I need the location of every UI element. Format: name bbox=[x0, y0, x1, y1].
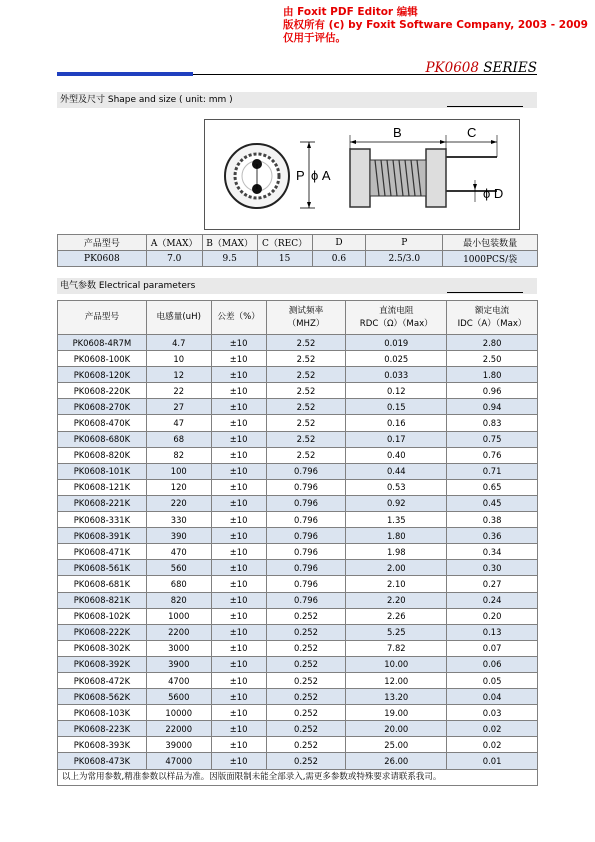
label-p: P bbox=[296, 168, 305, 183]
watermark-line-2: 版权所有 (c) by Foxit Software Company, 2003 - 2009 bbox=[283, 19, 588, 31]
cell-inductance: 220 bbox=[146, 495, 211, 511]
cell-idc: 0.03 bbox=[447, 705, 538, 721]
cell-idc: 0.13 bbox=[447, 624, 538, 640]
cell-idc: 0.76 bbox=[447, 447, 538, 463]
table-row bbox=[58, 431, 538, 447]
cell-idc: 0.20 bbox=[447, 608, 538, 624]
cell-inductance: 3000 bbox=[146, 640, 211, 656]
cell-inductance: 120 bbox=[146, 479, 211, 495]
cell-rdc: 1.80 bbox=[346, 528, 447, 544]
cell-tolerance: ±10 bbox=[211, 544, 266, 560]
table-row bbox=[58, 367, 538, 383]
cell-test-frequency: 2.52 bbox=[266, 431, 346, 447]
elec-header-tolerance: 公差（%） bbox=[211, 301, 266, 335]
cell-test-frequency: 2.52 bbox=[266, 399, 346, 415]
cell-test-frequency: 0.796 bbox=[266, 544, 346, 560]
cell-rdc: 0.92 bbox=[346, 495, 447, 511]
cell-idc: 2.80 bbox=[447, 335, 538, 351]
cell-rdc: 0.15 bbox=[346, 399, 447, 415]
table-row bbox=[58, 624, 538, 640]
table-row bbox=[58, 335, 538, 351]
label-b: B bbox=[393, 125, 402, 140]
elec-header-freq-line2: （MHZ） bbox=[287, 318, 325, 329]
cell-idc: 0.02 bbox=[447, 737, 538, 753]
cell-part-number: PK0608-561K bbox=[58, 560, 147, 576]
cell-part-number: PK0608-120K bbox=[58, 367, 147, 383]
cell-test-frequency: 0.796 bbox=[266, 576, 346, 592]
cell-rdc: 1.35 bbox=[346, 512, 447, 528]
series-title bbox=[425, 60, 537, 76]
cell-inductance: 1000 bbox=[146, 608, 211, 624]
cell-idc: 0.38 bbox=[447, 512, 538, 528]
table-row bbox=[58, 705, 538, 721]
dims-value-d: 0.6 bbox=[312, 251, 366, 267]
dims-header-a: A（MAX） bbox=[146, 235, 202, 251]
cell-test-frequency: 2.52 bbox=[266, 383, 346, 399]
cell-inductance: 560 bbox=[146, 560, 211, 576]
electrical-section-title: 电气参数 Electrical parameters bbox=[60, 281, 196, 291]
cell-test-frequency: 0.252 bbox=[266, 672, 346, 688]
cell-test-frequency: 2.52 bbox=[266, 415, 346, 431]
cell-idc: 0.71 bbox=[447, 463, 538, 479]
cell-rdc: 7.82 bbox=[346, 640, 447, 656]
cell-test-frequency: 0.252 bbox=[266, 689, 346, 705]
electrical-parameters-table bbox=[57, 300, 538, 786]
cell-tolerance: ±10 bbox=[211, 351, 266, 367]
cell-tolerance: ±10 bbox=[211, 447, 266, 463]
cell-idc: 0.75 bbox=[447, 431, 538, 447]
cell-tolerance: ±10 bbox=[211, 560, 266, 576]
cell-part-number: PK0608-393K bbox=[58, 737, 147, 753]
dims-header-b: B（MAX） bbox=[202, 235, 257, 251]
foxit-watermark bbox=[283, 6, 588, 45]
inductor-drawing-svg bbox=[205, 120, 519, 229]
table-row bbox=[58, 415, 538, 431]
cell-part-number: PK0608-821K bbox=[58, 592, 147, 608]
cell-inductance: 68 bbox=[146, 431, 211, 447]
dimensions-header-row bbox=[58, 235, 538, 251]
cell-inductance: 330 bbox=[146, 512, 211, 528]
cell-part-number: PK0608-473K bbox=[58, 753, 147, 769]
cell-part-number: PK0608-820K bbox=[58, 447, 147, 463]
cell-rdc: 0.53 bbox=[346, 479, 447, 495]
cell-rdc: 10.00 bbox=[346, 656, 447, 672]
cell-inductance: 82 bbox=[146, 447, 211, 463]
cell-idc: 0.02 bbox=[447, 721, 538, 737]
cell-tolerance: ±10 bbox=[211, 624, 266, 640]
elec-header-freq-line1: 测试频率 bbox=[288, 305, 324, 316]
cell-idc: 0.34 bbox=[447, 544, 538, 560]
elec-header-idc-line2: IDC（A）（Max） bbox=[457, 318, 527, 329]
cell-tolerance: ±10 bbox=[211, 721, 266, 737]
cell-part-number: PK0608-391K bbox=[58, 528, 147, 544]
cell-inductance: 10000 bbox=[146, 705, 211, 721]
cell-rdc: 12.00 bbox=[346, 672, 447, 688]
table-row bbox=[58, 672, 538, 688]
cell-inductance: 470 bbox=[146, 544, 211, 560]
cell-idc: 0.27 bbox=[447, 576, 538, 592]
cell-idc: 0.05 bbox=[447, 672, 538, 688]
dimensions-value-row bbox=[58, 251, 538, 267]
cell-test-frequency: 0.252 bbox=[266, 624, 346, 640]
cell-tolerance: ±10 bbox=[211, 431, 266, 447]
cell-inductance: 4700 bbox=[146, 672, 211, 688]
cell-part-number: PK0608-103K bbox=[58, 705, 147, 721]
cell-test-frequency: 0.796 bbox=[266, 528, 346, 544]
cell-test-frequency: 0.796 bbox=[266, 512, 346, 528]
cell-inductance: 27 bbox=[146, 399, 211, 415]
table-row bbox=[58, 383, 538, 399]
cell-inductance: 5600 bbox=[146, 689, 211, 705]
cell-idc: 0.96 bbox=[447, 383, 538, 399]
cell-part-number: PK0608-470K bbox=[58, 415, 147, 431]
table-row bbox=[58, 479, 538, 495]
cell-part-number: PK0608-102K bbox=[58, 608, 147, 624]
cell-part-number: PK0608-681K bbox=[58, 576, 147, 592]
cell-tolerance: ±10 bbox=[211, 656, 266, 672]
cell-inductance: 12 bbox=[146, 367, 211, 383]
table-row bbox=[58, 351, 538, 367]
label-phi-a: ϕ A bbox=[311, 168, 331, 183]
cell-test-frequency: 0.252 bbox=[266, 737, 346, 753]
cell-tolerance: ±10 bbox=[211, 512, 266, 528]
table-row bbox=[58, 560, 538, 576]
cell-idc: 0.36 bbox=[447, 528, 538, 544]
cell-test-frequency: 0.796 bbox=[266, 495, 346, 511]
cell-test-frequency: 0.796 bbox=[266, 592, 346, 608]
cell-inductance: 100 bbox=[146, 463, 211, 479]
dims-value-a: 7.0 bbox=[146, 251, 202, 267]
watermark-line-3: 仅用于评估。 bbox=[283, 32, 346, 44]
cell-rdc: 13.20 bbox=[346, 689, 447, 705]
cell-part-number: PK0608-270K bbox=[58, 399, 147, 415]
cell-part-number: PK0608-680K bbox=[58, 431, 147, 447]
cell-inductance: 10 bbox=[146, 351, 211, 367]
table-row bbox=[58, 640, 538, 656]
cell-idc: 0.07 bbox=[447, 640, 538, 656]
cell-part-number: PK0608-100K bbox=[58, 351, 147, 367]
table-row bbox=[58, 512, 538, 528]
cell-inductance: 47 bbox=[146, 415, 211, 431]
cell-part-number: PK0608-302K bbox=[58, 640, 147, 656]
shape-section-title: 外型及尺寸 Shape and size ( unit: mm ) bbox=[60, 95, 233, 105]
label-phi-d: ϕ D bbox=[483, 186, 504, 201]
cell-tolerance: ±10 bbox=[211, 335, 266, 351]
cell-idc: 2.50 bbox=[447, 351, 538, 367]
elec-header-rdc-line1: 直流电阻 bbox=[379, 305, 414, 316]
cell-test-frequency: 2.52 bbox=[266, 335, 346, 351]
elec-header-idc-line1: 额定电流 bbox=[474, 305, 510, 316]
cell-part-number: PK0608-471K bbox=[58, 544, 147, 560]
table-row bbox=[58, 721, 538, 737]
cell-part-number: PK0608-472K bbox=[58, 672, 147, 688]
cell-rdc: 20.00 bbox=[346, 721, 447, 737]
cell-tolerance: ±10 bbox=[211, 463, 266, 479]
cell-inductance: 3900 bbox=[146, 656, 211, 672]
cell-inductance: 22 bbox=[146, 383, 211, 399]
elec-header-inductance: 电感量(uH) bbox=[146, 301, 211, 335]
cell-tolerance: ±10 bbox=[211, 415, 266, 431]
cell-rdc: 0.44 bbox=[346, 463, 447, 479]
cell-test-frequency: 0.252 bbox=[266, 705, 346, 721]
cell-tolerance: ±10 bbox=[211, 753, 266, 769]
cell-tolerance: ±10 bbox=[211, 495, 266, 511]
watermark-line-1: 由 Foxit PDF Editor 编辑 bbox=[283, 6, 418, 18]
cell-idc: 0.30 bbox=[447, 560, 538, 576]
cell-rdc: 0.019 bbox=[346, 335, 447, 351]
cell-tolerance: ±10 bbox=[211, 367, 266, 383]
cell-inductance: 2200 bbox=[146, 624, 211, 640]
header-accent-bar bbox=[57, 72, 193, 76]
cell-part-number: PK0608-562K bbox=[58, 689, 147, 705]
dims-value-p: 2.5/3.0 bbox=[366, 251, 443, 267]
cell-part-number: PK0608-4R7M bbox=[58, 335, 147, 351]
electrical-section-underline bbox=[447, 292, 523, 293]
cell-rdc: 0.025 bbox=[346, 351, 447, 367]
cell-inductance: 4.7 bbox=[146, 335, 211, 351]
cell-part-number: PK0608-221K bbox=[58, 495, 147, 511]
series-code: PK0608 bbox=[425, 60, 479, 76]
inductor-drawing bbox=[204, 119, 520, 230]
dims-value-c: 15 bbox=[257, 251, 312, 267]
cell-test-frequency: 0.252 bbox=[266, 656, 346, 672]
table-row bbox=[58, 463, 538, 479]
cell-part-number: PK0608-392K bbox=[58, 656, 147, 672]
cell-tolerance: ±10 bbox=[211, 608, 266, 624]
cell-test-frequency: 2.52 bbox=[266, 351, 346, 367]
cell-part-number: PK0608-101K bbox=[58, 463, 147, 479]
cell-part-number: PK0608-220K bbox=[58, 383, 147, 399]
table-row bbox=[58, 689, 538, 705]
side-view bbox=[350, 135, 497, 207]
elec-header-rdc-line2: RDC（Ω）（Max） bbox=[359, 318, 433, 329]
cell-rdc: 26.00 bbox=[346, 753, 447, 769]
cell-idc: 0.65 bbox=[447, 479, 538, 495]
cell-test-frequency: 0.252 bbox=[266, 721, 346, 737]
cell-rdc: 5.25 bbox=[346, 624, 447, 640]
table-row bbox=[58, 753, 538, 769]
electrical-header-row bbox=[58, 301, 538, 335]
cell-tolerance: ±10 bbox=[211, 737, 266, 753]
label-c: C bbox=[467, 125, 477, 140]
cell-tolerance: ±10 bbox=[211, 383, 266, 399]
cell-idc: 0.06 bbox=[447, 656, 538, 672]
cell-part-number: PK0608-121K bbox=[58, 479, 147, 495]
cell-inductance: 680 bbox=[146, 576, 211, 592]
cell-rdc: 2.20 bbox=[346, 592, 447, 608]
cell-rdc: 1.98 bbox=[346, 544, 447, 560]
table-row bbox=[58, 656, 538, 672]
series-word: SERIES bbox=[483, 60, 537, 76]
cell-inductance: 390 bbox=[146, 528, 211, 544]
dims-value-part: PK0608 bbox=[58, 251, 147, 267]
cell-tolerance: ±10 bbox=[211, 672, 266, 688]
table-row bbox=[58, 399, 538, 415]
cell-rdc: 25.00 bbox=[346, 737, 447, 753]
cell-rdc: 0.033 bbox=[346, 367, 447, 383]
cell-test-frequency: 0.252 bbox=[266, 753, 346, 769]
cell-rdc: 2.10 bbox=[346, 576, 447, 592]
cell-idc: 0.01 bbox=[447, 753, 538, 769]
cell-part-number: PK0608-223K bbox=[58, 721, 147, 737]
elec-header-rdc bbox=[346, 301, 447, 335]
cell-tolerance: ±10 bbox=[211, 399, 266, 415]
cell-tolerance: ±10 bbox=[211, 640, 266, 656]
cell-test-frequency: 0.796 bbox=[266, 479, 346, 495]
cell-inductance: 22000 bbox=[146, 721, 211, 737]
dims-header-c: C（REC） bbox=[257, 235, 312, 251]
table-row bbox=[58, 608, 538, 624]
cell-rdc: 2.00 bbox=[346, 560, 447, 576]
cell-test-frequency: 2.52 bbox=[266, 367, 346, 383]
dims-value-min-pack: 1000PCS/袋 bbox=[443, 251, 538, 267]
shape-section-underline bbox=[447, 106, 523, 107]
cell-idc: 0.94 bbox=[447, 399, 538, 415]
cell-part-number: PK0608-331K bbox=[58, 512, 147, 528]
cell-rdc: 19.00 bbox=[346, 705, 447, 721]
table-row bbox=[58, 544, 538, 560]
cell-test-frequency: 0.796 bbox=[266, 560, 346, 576]
elec-header-test-frequency bbox=[266, 301, 346, 335]
table-row bbox=[58, 495, 538, 511]
cell-rdc: 0.16 bbox=[346, 415, 447, 431]
cell-rdc: 2.26 bbox=[346, 608, 447, 624]
table-note: 以上为常用参数,精准参数以样品为准。因版面限制未能全部录入,需更多参数或特殊要求请联系我司。 bbox=[58, 769, 538, 785]
cell-tolerance: ±10 bbox=[211, 689, 266, 705]
cell-rdc: 0.40 bbox=[346, 447, 447, 463]
cell-idc: 0.04 bbox=[447, 689, 538, 705]
cell-part-number: PK0608-222K bbox=[58, 624, 147, 640]
cell-test-frequency: 2.52 bbox=[266, 447, 346, 463]
cell-inductance: 47000 bbox=[146, 753, 211, 769]
table-row bbox=[58, 576, 538, 592]
dimensions-table bbox=[57, 234, 538, 267]
cell-inductance: 820 bbox=[146, 592, 211, 608]
cell-idc: 0.24 bbox=[447, 592, 538, 608]
cell-tolerance: ±10 bbox=[211, 479, 266, 495]
dims-header-d: D bbox=[312, 235, 366, 251]
table-row bbox=[58, 737, 538, 753]
elec-header-idc bbox=[447, 301, 538, 335]
cell-idc: 0.83 bbox=[447, 415, 538, 431]
dims-header-part: 产品型号 bbox=[58, 235, 147, 251]
cell-tolerance: ±10 bbox=[211, 705, 266, 721]
dims-value-b: 9.5 bbox=[202, 251, 257, 267]
table-row bbox=[58, 592, 538, 608]
cell-rdc: 0.17 bbox=[346, 431, 447, 447]
elec-header-part: 产品型号 bbox=[58, 301, 147, 335]
table-note-row bbox=[58, 769, 538, 785]
cell-test-frequency: 0.252 bbox=[266, 640, 346, 656]
cell-tolerance: ±10 bbox=[211, 592, 266, 608]
table-row bbox=[58, 447, 538, 463]
cell-inductance: 39000 bbox=[146, 737, 211, 753]
table-row bbox=[58, 528, 538, 544]
dims-header-min-pack: 最小包装数量 bbox=[443, 235, 538, 251]
dims-header-p: P bbox=[366, 235, 443, 251]
cell-idc: 0.45 bbox=[447, 495, 538, 511]
cell-tolerance: ±10 bbox=[211, 528, 266, 544]
cell-idc: 1.80 bbox=[447, 367, 538, 383]
cell-test-frequency: 0.252 bbox=[266, 608, 346, 624]
cell-tolerance: ±10 bbox=[211, 576, 266, 592]
cell-rdc: 0.12 bbox=[346, 383, 447, 399]
cell-test-frequency: 0.796 bbox=[266, 463, 346, 479]
